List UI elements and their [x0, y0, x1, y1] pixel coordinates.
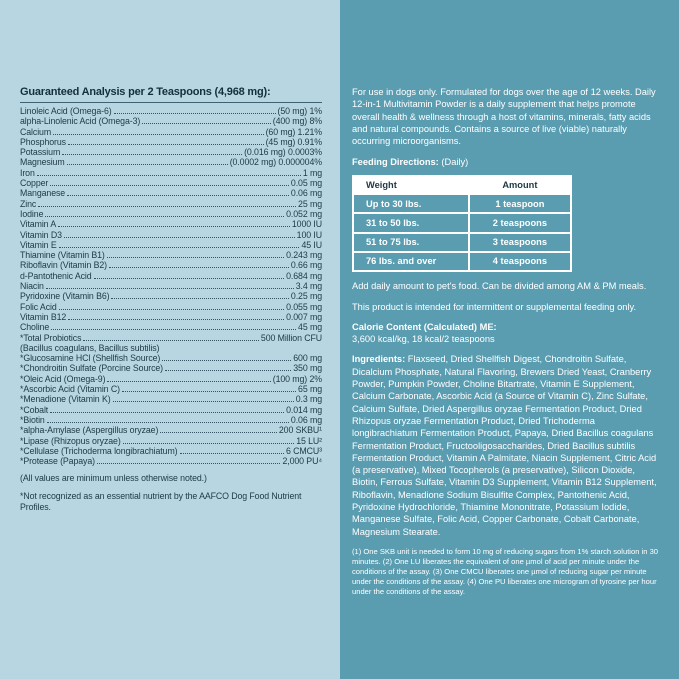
nutrient-value: 0.05 mg: [290, 178, 322, 189]
nutrient-row: [20, 230, 322, 240]
weight-cell: 31 to 50 lbs.: [353, 213, 469, 232]
nutrient-row: [20, 333, 322, 343]
nutrient-row: [20, 137, 322, 147]
calorie-content-label: Calorie Content (Calculated) ME:: [352, 321, 497, 332]
nutrient-value: 45 IU: [301, 239, 322, 250]
nutrient-value: (50 mg) 1%: [277, 106, 322, 116]
nutrient-value: 0.055 mg: [286, 301, 322, 312]
nutrient-row: [20, 127, 322, 137]
nutrient-value: 500 Million CFU: [260, 332, 322, 343]
dotted-leader: [114, 113, 276, 114]
amount-cell: 4 teaspoons: [469, 252, 571, 271]
nutrient-label: Niacin: [20, 281, 44, 292]
nutrient-label: Vitamin E: [20, 239, 57, 250]
dotted-leader: [46, 288, 294, 289]
nutrient-label: *Glucosamine HCl (Shellfish Source): [20, 353, 161, 364]
nutrient-row: [20, 394, 322, 404]
nutrient-row: [20, 178, 322, 188]
dotted-leader: [47, 422, 289, 423]
nutrient-row: [20, 209, 322, 219]
nutrient-value: 0.014 mg: [286, 404, 322, 415]
add-note: Add daily amount to pet's food. Can be divided among AM & PM meals.: [352, 281, 647, 292]
feeding-table-header-row: [353, 176, 571, 194]
dotted-leader: [68, 144, 264, 145]
directions-panel: [340, 0, 679, 679]
guaranteed-analysis-title: Guaranteed Analysis per 2 Teaspoons (4,968 mg):: [20, 86, 322, 103]
nutrient-value: 350 mg: [293, 363, 322, 374]
nutrient-value: (60 mg) 1.21%: [265, 126, 322, 137]
nutrient-row: [20, 291, 322, 301]
ga-rows: [20, 106, 322, 466]
nutrient-value: 0.243 mg: [286, 250, 322, 261]
nutrient-row: [20, 436, 322, 446]
nutrient-row: [20, 219, 322, 229]
nutrient-label: *Lipase (Rhizopus oryzae): [20, 435, 121, 446]
nutrient-value: 0.007 mg: [286, 311, 322, 322]
nutrient-value: 0.06 mg: [290, 414, 322, 425]
feeding-table-row: [353, 233, 571, 252]
nutrient-value: 100 IU: [296, 229, 322, 240]
feeding-directions-label: Feeding Directions:: [352, 157, 439, 168]
weight-cell: 51 to 75 lbs.: [353, 233, 469, 252]
nutrient-label: Riboflavin (Vitamin B2): [20, 260, 108, 271]
nutrient-row: [20, 384, 322, 394]
nutrient-label: Zinc: [20, 198, 37, 209]
dotted-leader: [50, 412, 284, 413]
nutrient-row: [20, 363, 322, 373]
nutrient-row: [20, 405, 322, 415]
feeding-table-row: [353, 194, 571, 213]
intermittent-note: This product is intended for intermittent or supplemental feeding only.: [352, 301, 637, 312]
dotted-leader: [113, 401, 294, 402]
dotted-leader: [62, 154, 242, 155]
nutrient-label: *Cobalt: [20, 404, 49, 415]
nutrient-value: 200 SKBU¹: [278, 425, 322, 436]
aafco-note: *Not recognized as an essential nutrient by the AAFCO Dog Food Nutrient Profiles.: [20, 490, 302, 512]
dotted-leader: [58, 226, 290, 227]
nutrient-value: 45 mg: [298, 322, 322, 333]
dotted-leader: [165, 370, 291, 371]
nutrient-row: [20, 250, 322, 260]
nutrient-label: Manganese: [20, 188, 66, 199]
ingredients-paragraph: [352, 353, 659, 537]
feeding-table-row: [353, 213, 571, 232]
amount-column-header: Amount: [469, 176, 571, 194]
nutrient-label: Calcium: [20, 126, 52, 137]
dotted-leader: [67, 164, 228, 165]
dotted-leader: [59, 309, 284, 310]
nutrient-label: Magnesium: [20, 157, 65, 168]
nutrient-row: [20, 374, 322, 384]
nutrient-row: [20, 188, 322, 198]
nutrient-label: *Menadione (Vitamin K): [20, 394, 111, 405]
nutrient-label: Linoleic Acid (Omega-6): [20, 106, 112, 116]
nutrient-value: (100 mg) 2%: [272, 373, 322, 384]
dotted-leader: [38, 206, 296, 207]
amount-cell: 3 teaspoons: [469, 233, 571, 252]
nutrient-label: alpha-Linolenic Acid (Omega-3): [20, 116, 141, 127]
nutrient-row: [20, 168, 322, 178]
nutrient-row: [20, 415, 322, 425]
nutrient-label: *alpha-Amylase (Aspergillus oryzae): [20, 425, 159, 436]
dotted-leader: [53, 134, 264, 135]
nutrient-label: *Biotin: [20, 414, 45, 425]
feeding-table-body: [353, 194, 571, 271]
nutrient-label: Copper: [20, 178, 49, 189]
dotted-leader: [94, 278, 285, 279]
weight-cell: 76 lbs. and over: [353, 252, 469, 271]
nutrient-label: Potassium: [20, 147, 61, 158]
nutrient-value: 600 mg: [293, 353, 322, 364]
nutrient-label: *Chondroitin Sulfate (Porcine Source): [20, 363, 163, 374]
dotted-leader: [37, 175, 301, 176]
nutrient-value: 15 LU²: [296, 435, 322, 446]
feeding-directions-heading: [352, 156, 659, 168]
nutrient-value: 1 mg: [302, 167, 322, 178]
feeding-table-row: [353, 252, 571, 271]
nutrient-label: Iron: [20, 167, 35, 178]
nutrient-label: *Protease (Papaya): [20, 456, 95, 467]
dotted-leader: [68, 319, 284, 320]
nutrient-label: Phosphorus: [20, 136, 66, 147]
nutrient-label: Iodine: [20, 208, 44, 219]
nutrient-value: 0.66 mg: [290, 260, 322, 271]
nutrient-label: d-Pantothenic Acid: [20, 270, 92, 281]
nutrient-value: 3.4 mg: [295, 281, 322, 292]
nutrient-label: Vitamin D3: [20, 229, 62, 240]
nutrient-row: [20, 425, 322, 435]
nutrient-label: Vitamin B12: [20, 311, 67, 322]
nutrient-row: [20, 271, 322, 281]
nutrient-value: 65 mg: [298, 384, 322, 395]
dotted-leader: [180, 453, 285, 454]
nutrient-value: 1000 IU: [291, 219, 322, 230]
intro-paragraph: For use in dogs only. Formulated for dogs over the age of 12 weeks. Daily 12-in-1 Multivitamin Powder is a daily supplement that helps promote overall health & wellness through a host of vitamins, minerals, fatty acids and natural compounds. Contains a source of live (viable) naturally occurring microorganisms.: [352, 87, 656, 147]
unit-footnotes: (1) One SKB unit is needed to form 10 mg of reducing sugars from 1% starch solution in 30 minutes. (2) One LU liberates the equivalent of one µmol of acid per minute under the conditions of the assay. (3) One CMCU liberates one µmol of reducing sugar per minute under the conditions of the assay. (4) One PU liberates one microgram of tyrosine per hour under the conditions of the assay.: [352, 546, 659, 596]
nutrient-value: 0.25 mg: [290, 291, 322, 302]
nutrient-label: *Oleic Acid (Omega-9): [20, 373, 106, 384]
dotted-leader: [59, 247, 300, 248]
dotted-leader: [142, 123, 271, 124]
nutrient-row: [20, 240, 322, 250]
nutrient-row: [20, 281, 322, 291]
nutrient-value: 0.3 mg: [295, 394, 322, 405]
nutrient-value: (0.016 mg) 0.0003%: [244, 147, 322, 158]
dotted-leader: [67, 195, 289, 196]
nutrient-value: 6 CMCU³: [286, 445, 322, 456]
dotted-leader: [51, 329, 296, 330]
dotted-leader: [123, 443, 295, 444]
nutrient-label: *Total Probiotics: [20, 332, 82, 343]
dotted-leader: [50, 185, 289, 186]
dotted-leader: [107, 381, 270, 382]
nutrient-row: [20, 260, 322, 270]
ingredients-text: Flaxseed, Dried Shellfish Digest, Chondroitin Sulfate, Dicalcium Phosphate, Natural Flavoring, Brewers Dried Yeast, Cranberry Powder, Pumpkin Powder, Choline Bitartrate, Vitamin E Supplement, Calcium Carbonate, Ascorbic Acid (a Source of Vitamin C), Zinc Sulfate, Calcium Sulfate, Dried Aspergillus oryzae Fermentation Product, Dried Rhizopus oryzae Fermentation Product, Dried Trichoderma longibrachiatum Fermentation Product, Papaya, Dried Bacillus coagulans Fermentation Product, Fructooligosaccharides, Dried Bacillus subtilis Fermentation Product, Vitamin A Palmitate, Niacin Supplement, Citric Acid (a preservative), Mixed Tocopherols (a preservative), Silicon Dioxide, Biotin, Ferrous Sulfate, Vitamin D3 Supplement, Vitamin B12 Supplement, Riboflavin, Menadione Sodium Bisulfite Complex, Pantothenic Acid, Pyridoxine Hydrochloride, Thiamine Mononitrate, Potassium Iodide, Manganese Sulfate, Folic Acid, Copper Carbonate, Cobalt Carbonate, Magnesium Stearate.: [352, 354, 657, 537]
nutrient-value: (45 mg) 0.91%: [265, 136, 322, 147]
weight-column-header: Weight: [353, 176, 469, 194]
nutrient-value: 0.052 mg: [286, 208, 322, 219]
nutrient-value: 0.684 mg: [286, 270, 322, 281]
dotted-leader: [83, 340, 259, 341]
nutrient-label: *Cellulase (Trichoderma longibrachiatum): [20, 445, 178, 456]
feeding-directions-table: [352, 175, 572, 272]
nutrient-row: [20, 456, 322, 466]
nutrient-row: [20, 302, 322, 312]
dotted-leader: [64, 237, 295, 238]
nutrient-row: [20, 312, 322, 322]
nutrient-row: [20, 147, 322, 157]
nutrient-label: Choline: [20, 322, 50, 333]
dotted-leader: [162, 360, 291, 361]
nutrient-value: 2,000 PU⁴: [282, 456, 322, 467]
nutrient-row: [20, 353, 322, 363]
nutrient-value: 25 mg: [298, 198, 322, 209]
dotted-leader: [107, 257, 284, 258]
minimum-values-note: (All values are minimum unless otherwise noted.): [20, 473, 207, 484]
nutrient-label: Thiamine (Vitamin B1): [20, 250, 105, 261]
dotted-leader: [111, 298, 288, 299]
calorie-content-value: 3,600 kcal/kg, 18 kcal/2 teaspoons: [352, 334, 495, 345]
nutrient-row: [20, 157, 322, 167]
nutrient-label: Vitamin A: [20, 219, 57, 230]
nutrient-value: (400 mg) 8%: [272, 116, 322, 127]
nutrient-subnote: (Bacillus coagulans, Bacillus subtilis): [20, 342, 160, 353]
dotted-leader: [122, 391, 296, 392]
amount-cell: 1 teaspoon: [469, 194, 571, 213]
dotted-leader: [45, 216, 284, 217]
nutrient-label: Folic Acid: [20, 301, 57, 312]
nutrient-value: (0.0002 mg) 0.000004%: [229, 157, 322, 168]
nutrient-row: [20, 116, 322, 126]
nutrient-value: 0.06 mg: [290, 188, 322, 199]
nutrient-label: *Ascorbic Acid (Vitamin C): [20, 384, 120, 395]
weight-cell: Up to 30 lbs.: [353, 194, 469, 213]
feeding-table-head: [353, 176, 571, 194]
nutrient-label: Pyridoxine (Vitamin B6): [20, 291, 110, 302]
ingredients-label: Ingredients:: [352, 354, 406, 365]
nutrient-row: [20, 322, 322, 332]
nutrient-row: [20, 199, 322, 209]
nutrient-row: [20, 106, 322, 116]
dotted-leader: [160, 432, 277, 433]
feeding-directions-suffix: (Daily): [438, 157, 469, 168]
dotted-leader: [109, 267, 289, 268]
nutrient-row: [20, 446, 322, 456]
amount-cell: 2 teaspoons: [469, 213, 571, 232]
dotted-leader: [97, 463, 280, 464]
